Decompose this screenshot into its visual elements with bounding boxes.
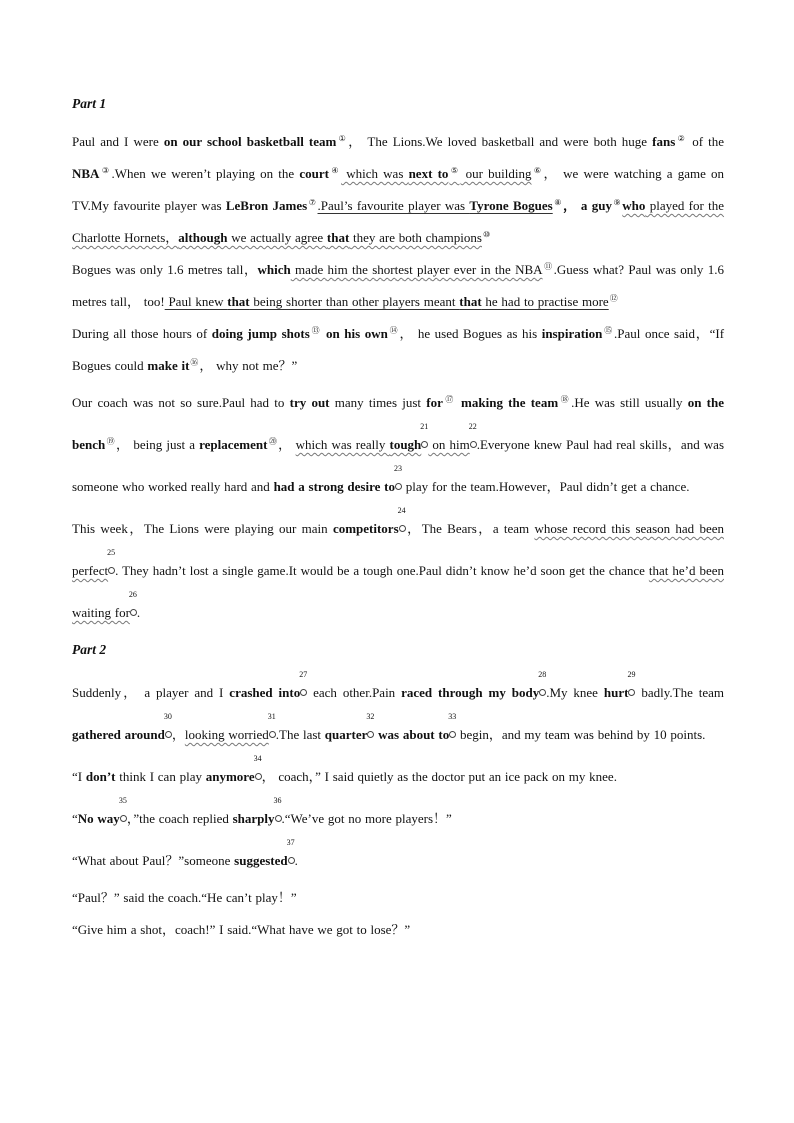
numbered-marker: 35 bbox=[120, 814, 127, 824]
part-2-paragraph-6: “Give him a shot，coach!” I said.“What have we got to lose？” bbox=[72, 922, 411, 937]
part-1-paragraph-5: This week，The Lions were playing our main competitors 24 ，The Bears，a team whose record this season had been perfect 25 . They hadn’t lost a single game.It would be a tough one.Paul didn’t know he’d soon get the chance that he’d been waiting for 26 . bbox=[72, 506, 724, 620]
part-2-paragraph-5: “Paul？” said the coach.“He can’t play！” bbox=[72, 890, 297, 905]
underlined-phrase: which was next to⑤ our building bbox=[341, 165, 532, 181]
numbered-marker: 26 bbox=[130, 608, 137, 618]
part-2-paragraph-4: “What about Paul？”someone suggested 37 . bbox=[72, 838, 298, 868]
underlined-phrase: which was really tough 21 on him bbox=[295, 422, 470, 452]
underlined-phrase: looking worried bbox=[184, 727, 269, 742]
numbered-marker: 22 bbox=[470, 440, 477, 450]
part-2-paragraph-2: “I don’t think I can play anymore 34 ， coach，” I said quietly as the doctor put an ice pack on my knee. bbox=[72, 754, 617, 784]
numbered-marker: 36 bbox=[275, 814, 282, 824]
numbered-marker: 30 bbox=[165, 730, 172, 740]
underlined-phrase: made him the shortest player ever in the NBA bbox=[290, 262, 543, 277]
part-1-paragraph-1: Paul and I were on our school basketball team①， The Lions.We loved basketball and were both huge fans② of the NBA③.When we weren’t playing on the court④ which was next to⑤ our building⑥， we were watching a game on TV.My favourite player was LeBron James⑦.Paul’s favourite player was Tyrone Bogues⑧， a guy⑨who played for the Charlotte Hornets，although we actually agree that they are both champions⑩ bbox=[72, 133, 725, 245]
numbered-marker: 27 bbox=[300, 688, 307, 698]
underlined-phrase: that he’d been waiting for bbox=[72, 563, 724, 620]
part-2-paragraph-1: Suddenly， a player and I crashed into 27 each other.Pain raced through my body 28 .My knee hurt 29 badly.The team gathered around 30 ，looking worried 31 .The last quarter 32 was about to 33 begin，and my team was behind by 10 points. bbox=[72, 670, 725, 742]
numbered-marker: 32 bbox=[367, 730, 374, 740]
numbered-marker: 25 bbox=[108, 566, 115, 576]
part-1-paragraph-4: Our coach was not so sure.Paul had to try out many times just for⑰ making the team⑱.He was still usually on the bench⑲， being just a replacement⑳， which was really tough 21 on him 22 .Everyone knew Paul had real skills，and was someone who worked really hard and had a strong desire to 23 play for the team.However，Paul didn’t get a chance. bbox=[72, 394, 725, 494]
numbered-marker: 29 bbox=[628, 688, 635, 698]
numbered-marker: 28 bbox=[539, 688, 546, 698]
part-2-paragraph-3: “No way 35 ，”the coach replied sharply 36 .“We’ve got no more players！” bbox=[72, 796, 452, 826]
numbered-marker: 37 bbox=[288, 856, 295, 866]
part-2-heading: Part 2 bbox=[72, 642, 107, 657]
numbered-marker: 33 bbox=[449, 730, 456, 740]
numbered-marker: 34 bbox=[255, 772, 262, 782]
numbered-marker: 31 bbox=[269, 730, 276, 740]
underlined-phrase: whose record this season had been perfect bbox=[72, 521, 724, 578]
underlined-phrase: Paul knew that being shorter than other players meant that he had to practise more bbox=[164, 294, 609, 309]
part-1-paragraph-2: Bogues was only 1.6 metres tall，which made him the shortest player ever in the NBA⑪.Guess what? Paul was only 1.6 metres tall， too! Paul knew that being shorter than other players meant that he had to practise more⑫ bbox=[72, 261, 724, 309]
numbered-marker: 21 bbox=[421, 440, 428, 450]
numbered-marker: 24 bbox=[399, 524, 406, 534]
underlined-phrase: who played for the Charlotte Hornets，although we actually agree that they are both champions bbox=[72, 198, 725, 245]
part-1-paragraph-3: During all those hours of doing jump shots⑬ on his own⑭， he used Bogues as his inspiration⑮.Paul once said，“If Bogues could make it⑯， why not me？” bbox=[72, 325, 725, 373]
underlined-phrase: .Paul’s favourite player was Tyrone Bogues bbox=[317, 198, 553, 213]
numbered-marker: 23 bbox=[395, 482, 402, 492]
part-1-heading: Part 1 bbox=[72, 96, 107, 111]
